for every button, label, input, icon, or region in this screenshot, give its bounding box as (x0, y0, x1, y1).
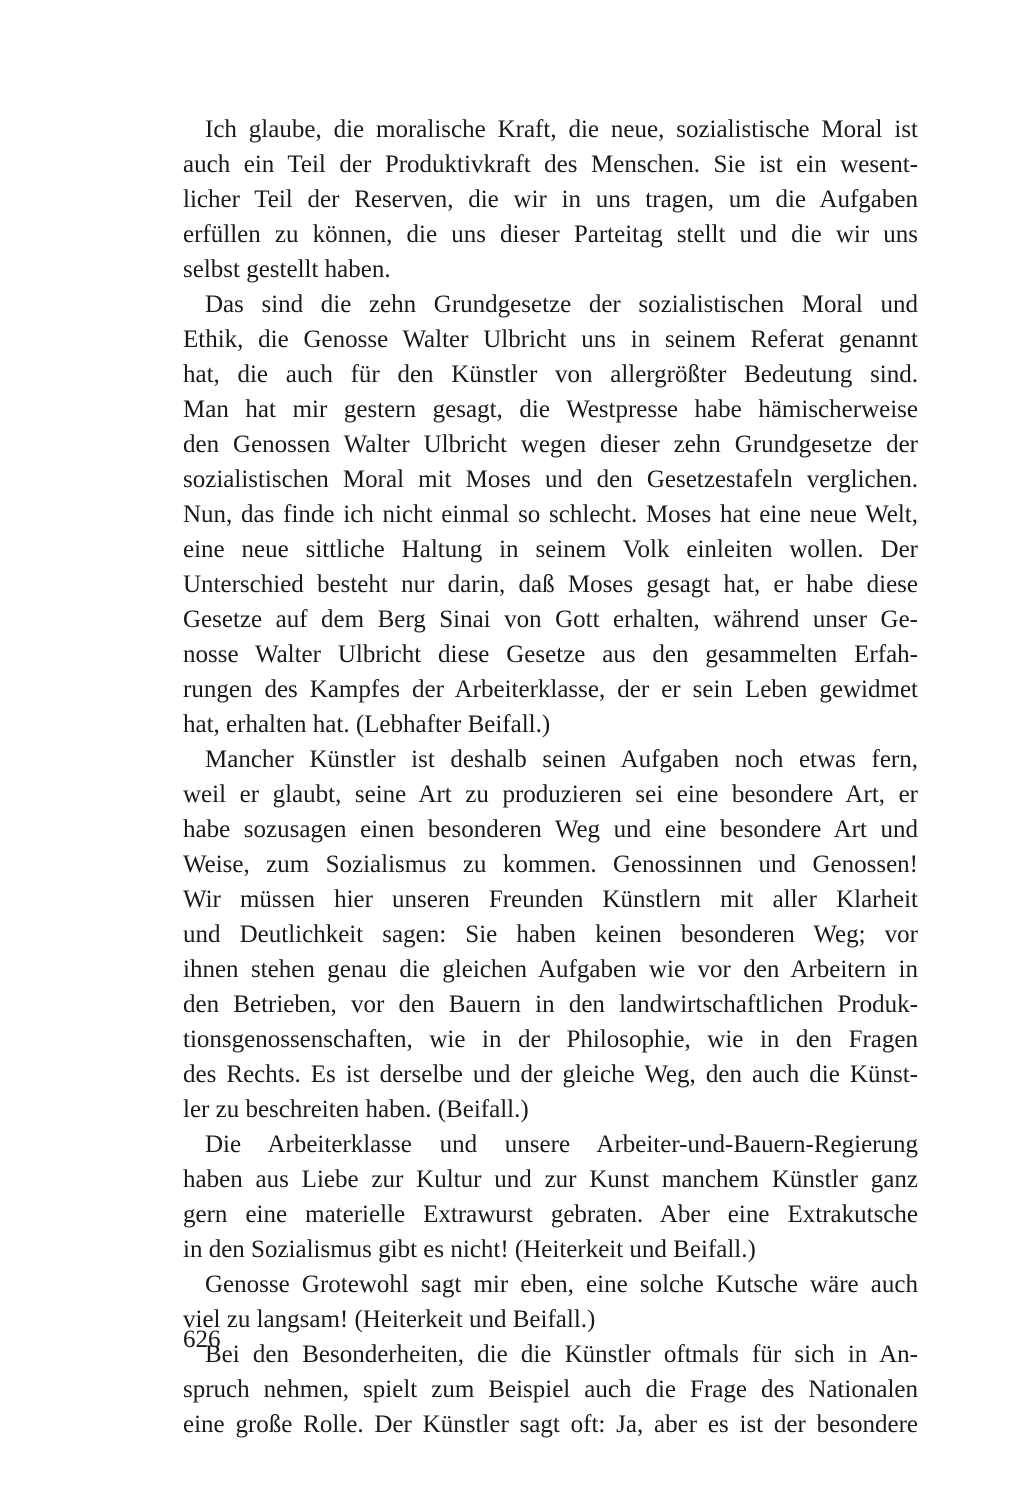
text-line-8: hat, die auch für den Künstler von allergrößter Bedeutung sind. (183, 361, 918, 388)
text-line-32: gern eine materielle Extrawurst gebraten. Aber eine Extrakutsche (183, 1201, 918, 1228)
text-line-15: Gesetze auf dem Berg Sinai von Gott erhalten, während unser Ge- (183, 606, 918, 633)
page-number: 626 (183, 1326, 221, 1353)
text-line-6: Das sind die zehn Grundgesetze der sozialistischen Moral und (205, 291, 918, 318)
text-line-19: Mancher Künstler ist deshalb seinen Aufgaben noch etwas fern, (205, 746, 918, 773)
text-line-3: licher Teil der Reserven, die wir in uns tragen, um die Aufgaben (183, 186, 918, 213)
text-line-4: erfüllen zu können, die uns dieser Parteitag stellt und die wir uns (183, 221, 918, 248)
text-line-31: haben aus Liebe zur Kultur und zur Kunst manchem Künstler ganz (183, 1166, 918, 1193)
text-line-28: des Rechts. Es ist derselbe und der gleiche Weg, den auch die Künst- (183, 1061, 918, 1088)
text-line-36: Bei den Besonderheiten, die die Künstler oftmals für sich in An- (205, 1341, 918, 1368)
text-line-20: weil er glaubt, seine Art zu produzieren sei eine besondere Art, er (183, 781, 918, 808)
text-line-25: ihnen stehen genau die gleichen Aufgaben wie vor den Arbeitern in (183, 956, 918, 983)
text-line-11: sozialistischen Moral mit Moses und den Gesetzestafeln verglichen. (183, 466, 918, 493)
text-line-1: Ich glaube, die moralische Kraft, die neue, sozialistische Moral ist (205, 116, 918, 143)
text-line-12: Nun, das finde ich nicht einmal so schlecht. Moses hat eine neue Welt, (183, 501, 918, 528)
text-line-16: nosse Walter Ulbricht diese Gesetze aus den gesammelten Erfah- (183, 641, 918, 668)
text-line-33: in den Sozialismus gibt es nicht! (Heiterkeit und Beifall.) (183, 1236, 756, 1263)
text-line-35: viel zu langsam! (Heiterkeit und Beifall.) (183, 1306, 596, 1333)
text-line-26: den Betrieben, vor den Bauern in den landwirtschaftlichen Produk- (183, 991, 918, 1018)
text-line-23: Wir müssen hier unseren Freunden Künstlern mit aller Klarheit (183, 886, 918, 913)
text-line-10: den Genossen Walter Ulbricht wegen dieser zehn Grundgesetze der (183, 431, 918, 458)
text-line-29: ler zu beschreiten haben. (Beifall.) (183, 1096, 529, 1123)
text-line-27: tionsgenossenschaften, wie in der Philosophie, wie in den Fragen (183, 1026, 918, 1053)
text-line-7: Ethik, die Genosse Walter Ulbricht uns in seinem Referat genannt (183, 326, 918, 353)
text-line-18: hat, erhalten hat. (Lebhafter Beifall.) (183, 711, 551, 738)
text-line-14: Unterschied besteht nur darin, daß Moses gesagt hat, er habe diese (183, 571, 918, 598)
text-line-38: eine große Rolle. Der Künstler sagt oft: Ja, aber es ist der besondere (183, 1411, 918, 1438)
text-line-13: eine neue sittliche Haltung in seinem Volk einleiten wollen. Der (183, 536, 918, 563)
text-line-9: Man hat mir gestern gesagt, die Westpresse habe hämischerweise (183, 396, 918, 423)
text-line-17: rungen des Kampfes der Arbeiterklasse, der er sein Leben gewidmet (183, 676, 918, 703)
text-line-2: auch ein Teil der Produktivkraft des Menschen. Sie ist ein wesent- (183, 151, 918, 178)
text-line-22: Weise, zum Sozialismus zu kommen. Genossinnen und Genossen! (183, 851, 918, 878)
text-line-5: selbst gestellt haben. (183, 256, 391, 283)
text-line-24: und Deutlichkeit sagen: Sie haben keinen besonderen Weg; vor (183, 921, 918, 948)
text-line-30: Die Arbeiterklasse und unsere Arbeiter-und-Bauern-Regierung (205, 1131, 918, 1158)
text-line-37: spruch nehmen, spielt zum Beispiel auch die Frage des Nationalen (183, 1376, 918, 1403)
text-line-34: Genosse Grotewohl sagt mir eben, eine solche Kutsche wäre auch (205, 1271, 918, 1298)
body-text (183, 112, 918, 1442)
text-line-21: habe sozusagen einen besonderen Weg und eine besondere Art und (183, 816, 918, 843)
